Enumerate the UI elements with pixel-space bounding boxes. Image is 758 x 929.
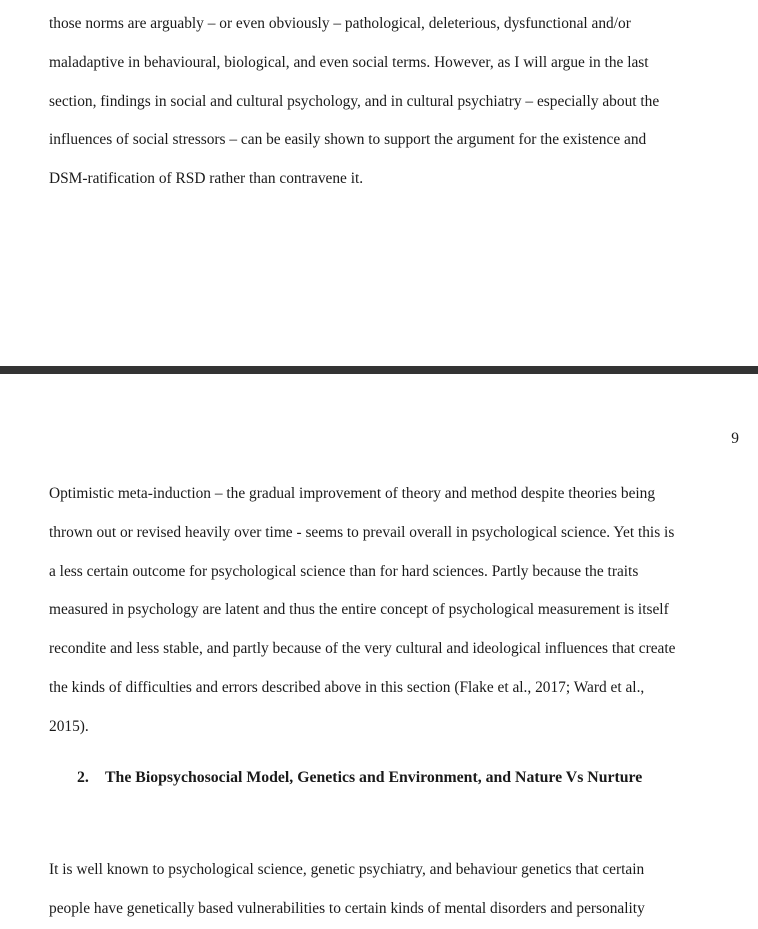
body-paragraph-genetics [49, 851, 749, 929]
text-line: maladaptive in behavioural, biological, and even social terms. However, as I will argue in the last [49, 53, 649, 71]
section-title: The Biopsychosocial Model, Genetics and Environment, and Nature Vs Nurture [105, 769, 643, 786]
text-line: 2015). [49, 717, 89, 735]
section-heading [77, 767, 642, 789]
text-line: those norms are arguably – or even obviously – pathological, deleterious, dysfunctional and/or [49, 15, 631, 32]
text-line: a less certain outcome for psychological science than for hard sciences. Partly because the traits [49, 562, 639, 580]
text-line: thrown out or revised heavily over time - seems to prevail overall in psychological science. Yet this is [49, 523, 675, 541]
text-line: people have genetically based vulnerabilities to certain kinds of mental disorders and personality [49, 899, 645, 917]
text-line: recondite and less stable, and partly because of the very cultural and ideological influences that create [49, 640, 676, 658]
text-line: It is well known to psychological science, genetic psychiatry, and behaviour genetics that certain [49, 861, 645, 878]
section-number: 2. [77, 769, 89, 786]
page-break-divider [0, 366, 758, 374]
body-paragraph-top [49, 5, 749, 199]
text-line: DSM-ratification of RSD rather than contravene it. [49, 170, 364, 188]
text-line: measured in psychology are latent and thus the entire concept of psychological measurement is itself [49, 601, 669, 619]
page-number: 9 [731, 430, 739, 447]
text-line: Optimistic meta-induction – the gradual improvement of theory and method despite theories being [49, 485, 656, 502]
text-line: the kinds of difficulties and errors described above in this section (Flake et al., 2017; Ward et al., [49, 678, 645, 696]
text-line: influences of social stressors – can be easily shown to support the argument for the existence and [49, 131, 647, 149]
text-line: section, findings in social and cultural psychology, and in cultural psychiatry – especially about the [49, 92, 660, 110]
body-paragraph-meta-induction [49, 475, 749, 747]
